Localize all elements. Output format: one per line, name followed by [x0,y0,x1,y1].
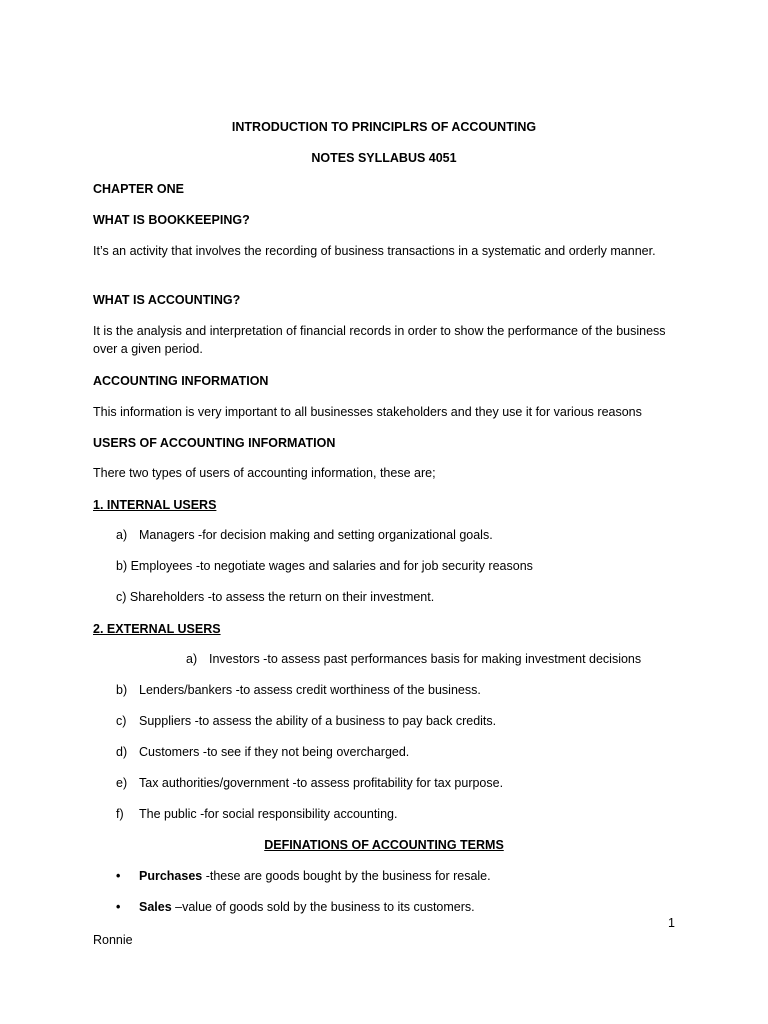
users-heading: USERS OF ACCOUNTING INFORMATION [93,436,336,450]
list-item-text: c) Shareholders -to assess the return on their investment. [116,590,435,604]
list-item-text: The public -for social responsibility accounting. [139,807,398,821]
list-item [116,557,533,575]
bullet-icon: • [116,900,121,914]
definitions-heading: DEFINATIONS OF ACCOUNTING TERMS [264,838,504,852]
list-item [116,526,493,544]
footer-text: Ronnie [93,933,133,947]
list-item-text: Customers -to see if they not being overcharged. [139,745,410,759]
definition-term: Sales [139,900,172,914]
definition-text: -these are goods bought by the business for resale. [202,869,491,883]
definition-term: Purchases [139,869,203,883]
list-item-text: Lenders/bankers -to assess credit worthiness of the business. [139,683,481,697]
list-item-label: e) [116,776,128,790]
bookkeeping-paragraph: It’s an activity that involves the recording of business transactions in a systematic and orderly manner. [93,244,656,258]
definition-item [116,867,491,885]
list-item-text: Tax authorities/government -to assess profitability for tax purpose. [139,776,504,790]
accounting-information-paragraph: This information is very important to all businesses stakeholders and they use it for various reasons [93,405,642,419]
list-item-label: a) [116,528,128,542]
list-item [116,743,409,761]
definition-item [116,898,475,916]
accounting-heading: WHAT IS ACCOUNTING? [93,293,241,307]
list-item [116,681,481,699]
definition-text: –value of goods sold by the business to its customers. [171,900,475,914]
accounting-information-heading: ACCOUNTING INFORMATION [93,374,269,388]
list-item [116,712,496,730]
external-users-heading: 2. EXTERNAL USERS [93,622,221,636]
list-item-text: Investors -to assess past performances basis for making investment decisions [209,652,642,666]
chapter-heading: CHAPTER ONE [93,182,184,196]
list-item [116,774,503,792]
list-item-label: f) [116,807,124,821]
list-item-text: Managers -for decision making and setting organizational goals. [139,528,493,542]
list-item [116,805,397,823]
internal-users-heading: 1. INTERNAL USERS [93,498,217,512]
list-item-label: d) [116,745,128,759]
list-item [186,650,641,668]
document-title: INTRODUCTION TO PRINCIPLRS OF ACCOUNTING [231,120,537,134]
list-item-label: b) [116,683,128,697]
users-paragraph: There two types of users of accounting information, these are; [93,466,436,480]
list-item-text: b) Employees -to negotiate wages and salaries and for job security reasons [116,559,533,573]
list-item-text: Suppliers -to assess the ability of a business to pay back credits. [139,714,497,728]
page-number: 1 [668,916,675,930]
list-item-label: c) [116,714,127,728]
list-item [116,588,434,606]
bookkeeping-heading: WHAT IS BOOKKEEPING? [93,213,250,227]
bullet-icon: • [116,869,121,883]
document-subtitle: NOTES SYLLABUS 4051 [311,151,457,165]
accounting-paragraph: It is the analysis and interpretation of financial records in order to show the performance of the business over a given period. [93,324,666,356]
list-item-label: a) [186,652,198,666]
